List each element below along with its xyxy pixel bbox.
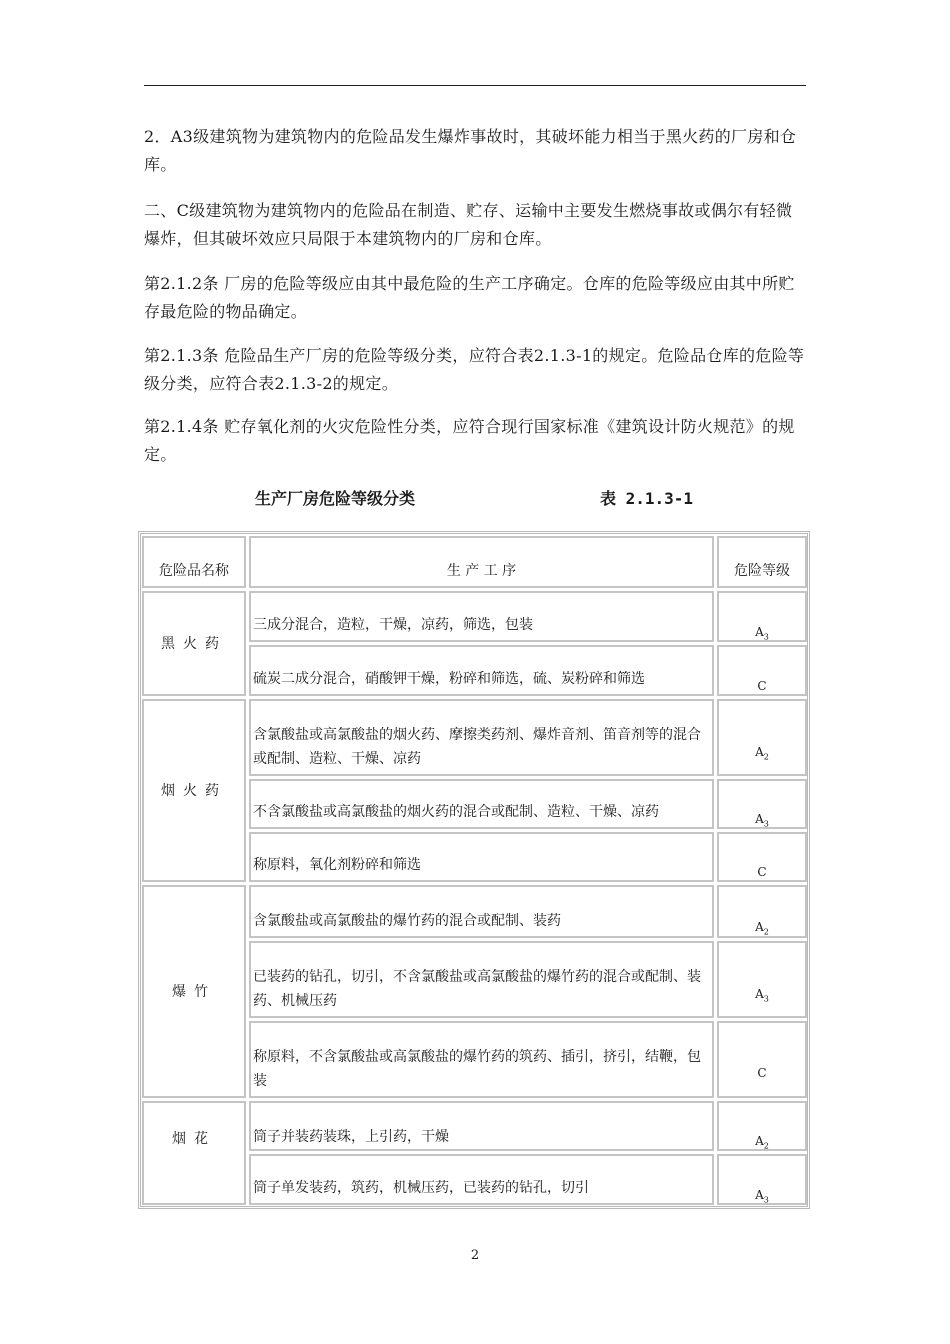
header-cell-name xyxy=(142,536,246,588)
group-name-heihuoyao: 黑火药 xyxy=(161,635,227,652)
grade-value: $A_3$ xyxy=(755,1188,769,1205)
process-text: 筒子并装药装珠，上引药，干燥 xyxy=(253,1129,449,1145)
grade-cell xyxy=(717,941,807,1018)
page-number: 2 xyxy=(470,1248,480,1263)
grade-cell xyxy=(717,885,807,938)
paragraph-c-definition: 二、C级建筑物为建筑物内的危险品在制造、贮存、运输中主要发生燃烧事故或偶尔有轻微爆炸，但其破坏效应只局限于本建筑物内的厂房和仓库。 xyxy=(144,201,793,248)
process-text: 称原料，氧化剂粉碎和筛选 xyxy=(253,857,421,873)
process-text: 硫炭二成分混合，硝酸钾干燥，粉碎和筛选，硫、炭粉碎和筛选 xyxy=(253,671,645,687)
group-name-cell xyxy=(142,885,246,1098)
paragraph-article-2-1-3: 第2.1.3条 危险品生产厂房的危险等级分类，应符合表2.1.3-1的规定。危险品仓库的危险等级分类，应符合表2.1.3-2的规定。 xyxy=(144,346,805,393)
grade-cell xyxy=(717,1154,807,1205)
table-row xyxy=(249,941,714,1018)
group-name-cell xyxy=(142,591,246,696)
table-row xyxy=(249,1021,714,1098)
process-text: 筒子单发装药，筑药，机械压药，已装药的钻孔，切引 xyxy=(253,1180,589,1196)
header-cell-grade xyxy=(717,536,807,588)
grade-value: $A_3$ xyxy=(755,812,769,829)
paragraph-article-2-1-2: 第2.1.2条 厂房的危险等级应由其中最危险的生产工序确定。仓库的危险等级应由其中所贮存最危险的物品确定。 xyxy=(144,274,795,321)
paragraph-article-2-1-4: 第2.1.4条 贮存氧化剂的火灾危险性分类，应符合现行国家标准《建筑设计防火规范》的规定。 xyxy=(144,417,795,464)
process-text: 已装药的钻孔，切引，不含氯酸盐或高氯酸盐的爆竹药的混合或配制、装药、机械压药 xyxy=(253,969,701,1009)
group-name-cell xyxy=(142,1101,246,1205)
grade-value: $A_2$ xyxy=(755,745,769,762)
grade-cell xyxy=(717,591,807,642)
table-row xyxy=(249,1154,714,1205)
table-title: 生产厂房危险等级分类 xyxy=(255,489,416,508)
header-rule xyxy=(144,85,806,86)
grade-cell xyxy=(717,1021,807,1098)
table-row xyxy=(249,885,714,938)
table-row xyxy=(249,779,714,829)
grade-value: $A_2$ xyxy=(755,920,769,937)
grade-cell xyxy=(717,832,807,882)
grade-value: $A_3$ xyxy=(755,625,769,642)
header-cell-process xyxy=(249,536,714,588)
table-row xyxy=(249,1101,714,1151)
table-row xyxy=(249,591,714,642)
table-number: 表 2.1.3-1 xyxy=(600,489,694,508)
group-name-yanhua: 烟花 xyxy=(172,1131,216,1147)
table-row xyxy=(249,645,714,696)
header-name-label: 危险品名称 xyxy=(159,563,229,579)
header-process-label: 生 产 工 序 xyxy=(446,563,517,579)
grade-value: C xyxy=(757,1066,767,1080)
grade-value: $A_3$ xyxy=(755,987,769,1004)
grade-cell xyxy=(717,699,807,776)
grade-cell xyxy=(717,779,807,829)
table-row xyxy=(249,832,714,882)
process-text: 含氯酸盐或高氯酸盐的烟火药、摩擦类药剂、爆炸音剂、笛音剂等的混合或配制、造粒、干燥、凉药 xyxy=(253,727,701,767)
process-text: 含氯酸盐或高氯酸盐的爆竹药的混合或配制、装药 xyxy=(253,913,561,929)
grade-value: $A_2$ xyxy=(755,1134,769,1151)
grade-cell xyxy=(717,645,807,696)
process-text: 不含氯酸盐或高氯酸盐的烟火药的混合或配制、造粒、干燥、凉药 xyxy=(253,804,659,820)
group-name-cell xyxy=(142,699,246,882)
paragraph-a3-definition: 2．A3级建筑物为建筑物内的危险品发生爆炸事故时，其破坏能力相当于黑火药的厂房和仓库。 xyxy=(144,127,797,174)
group-name-baozhu: 爆竹 xyxy=(172,983,216,1000)
header-grade-label: 危险等级 xyxy=(734,563,790,579)
process-text: 三成分混合，造粒，干燥，凉药，筛选，包装 xyxy=(253,617,533,633)
grade-value: C xyxy=(757,865,767,879)
grade-value: C xyxy=(757,679,767,693)
group-name-yanhuoyao: 烟火药 xyxy=(161,782,227,799)
table-row xyxy=(249,699,714,776)
grade-cell xyxy=(717,1101,807,1151)
process-text: 称原料，不含氯酸盐或高氯酸盐的爆竹药的筑药、插引，挤引，结鞭，包装 xyxy=(253,1049,701,1089)
